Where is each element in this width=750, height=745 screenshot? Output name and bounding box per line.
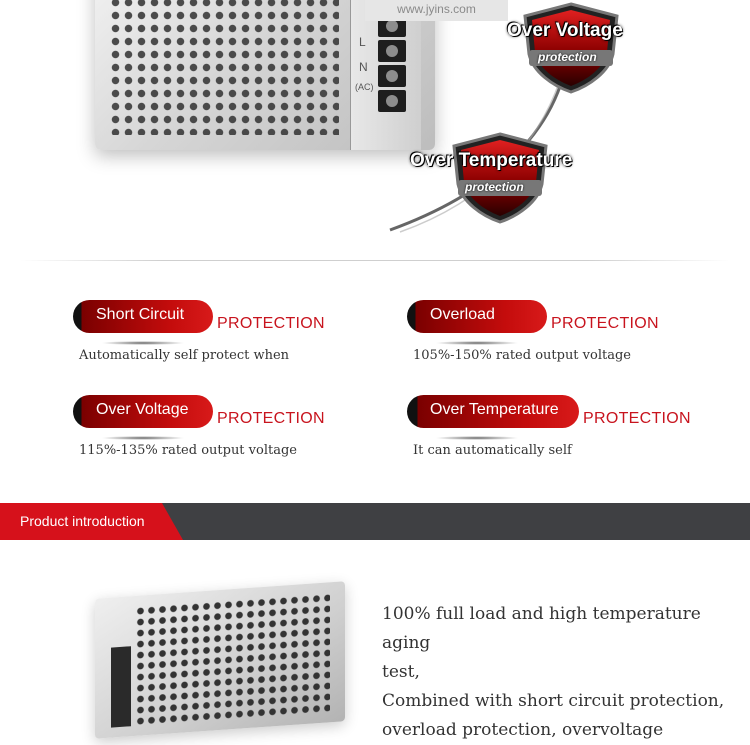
protection-suffix: PROTECTION xyxy=(583,410,691,427)
hero-banner xyxy=(0,0,750,262)
intro-line: 100% full load and high temperature aging xyxy=(382,604,701,653)
terminal-strip xyxy=(111,646,131,727)
badge-title: Over Temperature xyxy=(410,150,573,171)
protection-label: Short Circuit xyxy=(96,306,185,323)
over-voltage-badge xyxy=(505,2,637,97)
protection-pill xyxy=(73,395,213,428)
protection-label: Over Voltage xyxy=(96,401,189,418)
protection-pill xyxy=(73,300,213,333)
protection-suffix: PROTECTION xyxy=(217,315,325,332)
protection-description: 115%-135% rated output voltage xyxy=(79,443,297,458)
short-circuit-protection xyxy=(73,300,393,380)
over-temperature-badge xyxy=(408,132,594,227)
ventilation-mesh xyxy=(135,592,330,726)
over-voltage-protection xyxy=(73,395,393,475)
watermark: www.jyins.com xyxy=(365,0,508,21)
intro-text xyxy=(382,600,727,745)
shield-icon xyxy=(519,2,623,94)
over-temperature-protection xyxy=(407,395,727,475)
protection-description: 105%-150% rated output voltage xyxy=(413,348,631,363)
badge-title: Over Voltage xyxy=(507,20,623,41)
divider xyxy=(20,260,730,261)
pill-shadow xyxy=(435,341,519,345)
protection-label: Over Temperature xyxy=(430,401,559,418)
intro-line: Combined with short circuit protection, xyxy=(382,691,725,711)
badge-subtitle: protection xyxy=(465,180,524,194)
pill-shadow xyxy=(435,436,519,440)
protection-description: It can automatically self xyxy=(413,443,572,458)
protection-pill xyxy=(407,300,547,333)
shield-icon xyxy=(448,132,552,224)
protection-suffix: PROTECTION xyxy=(217,410,325,427)
terminal-label: N xyxy=(359,60,368,74)
protection-description: Automatically self protect when xyxy=(79,348,290,363)
ventilation-mesh xyxy=(109,0,339,135)
overload-protection xyxy=(407,300,727,380)
intro-line: test, xyxy=(382,662,420,682)
terminal-label: L xyxy=(359,35,366,49)
badge-subtitle: protection xyxy=(538,50,597,64)
protection-label: Overload xyxy=(430,306,495,323)
section-title: Product introduction xyxy=(20,513,145,529)
protection-suffix: PROTECTION xyxy=(551,315,659,332)
pill-shadow xyxy=(101,436,185,440)
terminal-label: (AC) xyxy=(355,82,374,92)
pill-shadow xyxy=(101,341,185,345)
intro-line: overload protection, overvoltage xyxy=(382,720,664,740)
protection-pill xyxy=(407,395,579,428)
product-image xyxy=(95,581,345,738)
